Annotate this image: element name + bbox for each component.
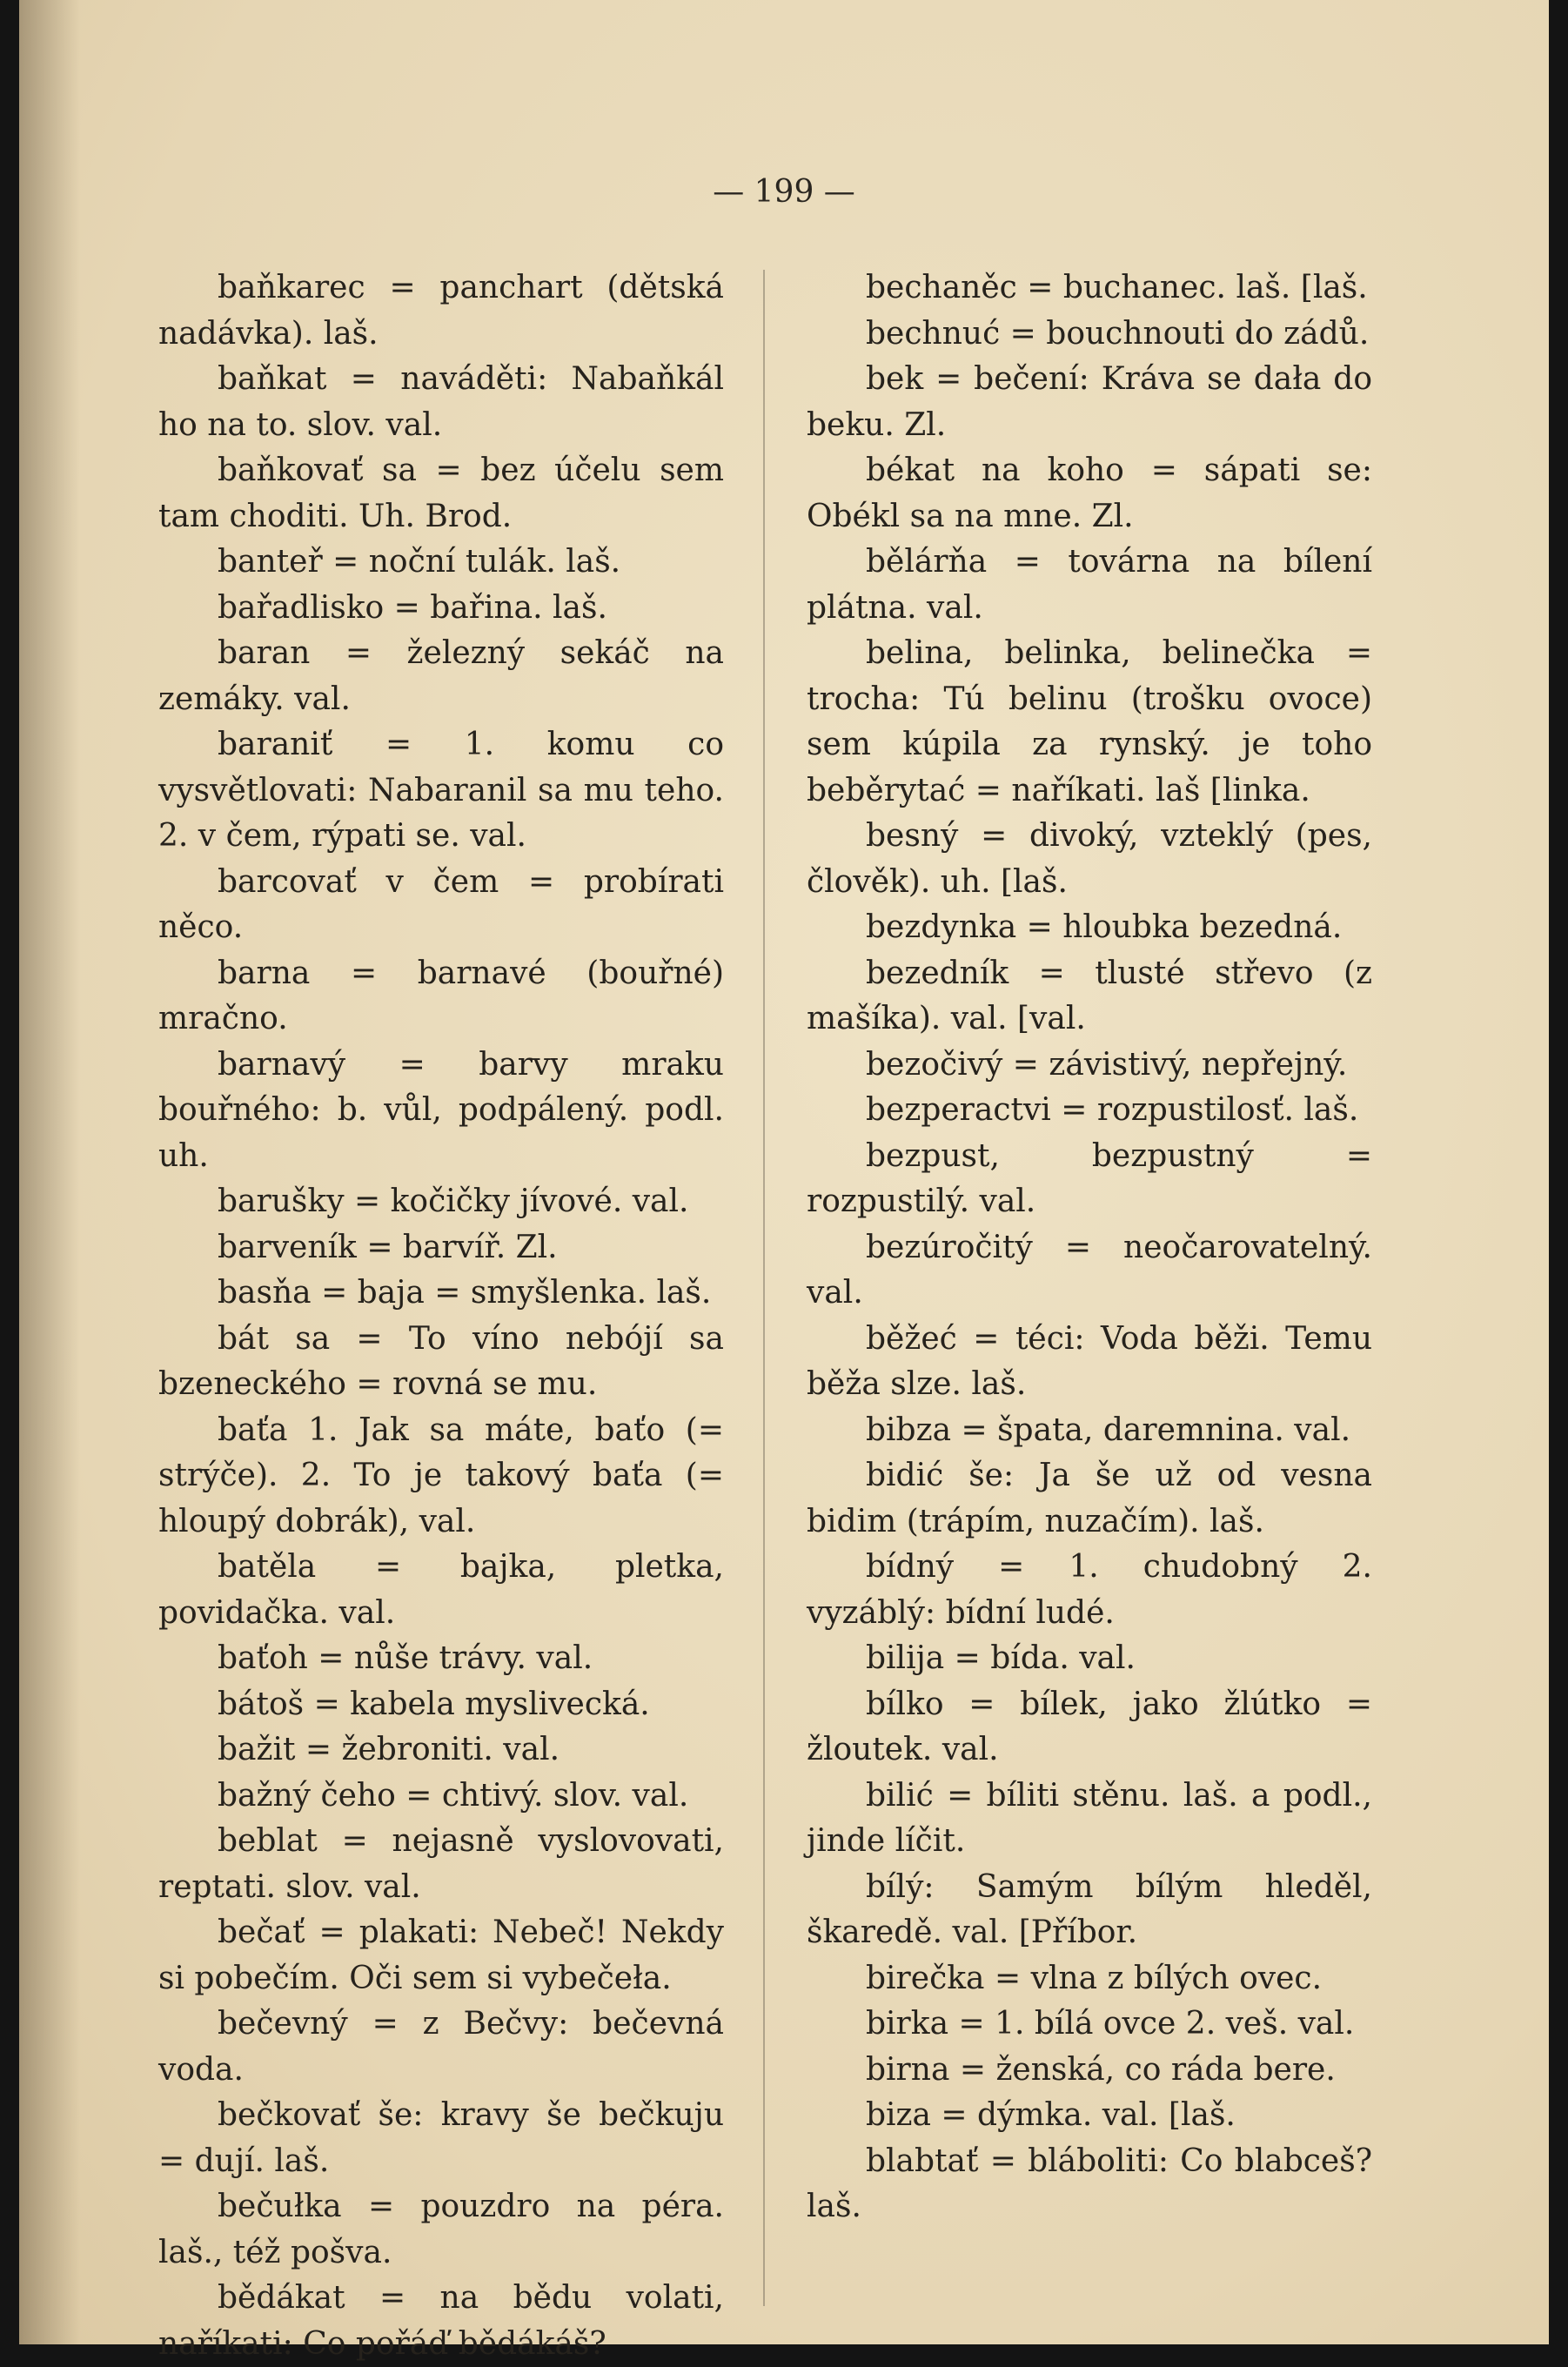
dictionary-entry: besný = divoký, vzteklý (pes, člověk). uh. [laš. bbox=[807, 818, 1372, 900]
left-column bbox=[158, 265, 724, 2367]
dictionary-entry: bažný čeho = chtivý. slov. val. bbox=[218, 1777, 689, 1814]
dictionary-entry: birka = 1. bílá ovce 2. veš. val. bbox=[866, 2006, 1355, 2042]
dictionary-entry: baňkarec = panchart (dětská nadávka). laš. bbox=[158, 270, 724, 352]
dictionary-entry: birečka = vlna z bílých ovec. bbox=[866, 1960, 1323, 1996]
dictionary-entry: bělárňa = továrna na bílení plátna. val. bbox=[807, 544, 1372, 626]
dictionary-entry: beblat = nejasně vyslovovati, reptati. slov. val. bbox=[158, 1823, 724, 1905]
dictionary-entry: barušky = kočičky jívové. val. bbox=[218, 1184, 689, 1219]
dictionary-entry: bečať = plakati: Nebeč! Nekdy si pobečím. Oči sem si vybečeła. bbox=[158, 1914, 724, 1996]
dictionary-entry: barcovať v čem = probírati něco. bbox=[158, 863, 724, 945]
dictionary-entry: bezočivý = závistivý, nepřejný. bbox=[866, 1046, 1348, 1083]
dictionary-entry: bezúročitý = neočarovatelný. val. bbox=[807, 1229, 1372, 1311]
dictionary-entry: bařadlisko = bařina. laš. bbox=[218, 589, 607, 626]
dictionary-entry: bílko = bílek, jako žlútko = žloutek. val. bbox=[807, 1686, 1372, 1767]
dictionary-entry: baňkat = naváděti: Nabaňkál ho na to. slov. val. bbox=[158, 361, 724, 443]
dictionary-entry: bečevný = z Bečvy: bečevná voda. bbox=[158, 2006, 724, 2088]
dictionary-entry: baťa 1. Jak sa máte, baťo (= strýče). 2. To je takový baťa (= hloupý dobrák), val. bbox=[158, 1411, 724, 1539]
page-number: — 199 — bbox=[713, 174, 855, 210]
dictionary-entry: basňa = baja = smyšlenka. laš. bbox=[218, 1275, 712, 1311]
column-divider bbox=[763, 270, 765, 2306]
dictionary-entry: bílý: Samým bílým hleděl, škaredě. val. [Příbor. bbox=[807, 1868, 1372, 1950]
dictionary-entry: bědákat = na bědu volati, naříkati: Co pořáď bědákáš? bbox=[158, 2280, 724, 2362]
dictionary-entry: batěla = bajka, pletka, povidačka. val. bbox=[158, 1549, 724, 1631]
dictionary-entry: bilić = bíliti stěnu. laš. a podl., jinde líčit. bbox=[807, 1777, 1372, 1859]
dictionary-entry: birna = ženská, co ráda bere. bbox=[866, 2051, 1336, 2088]
dictionary-entry: bídný = 1. chudobný 2. vyzáblý: bídní ludé. bbox=[807, 1549, 1372, 1631]
dictionary-entry: barveník = barvíř. Zl. bbox=[218, 1229, 558, 1265]
dictionary-entry: bezdynka = hloubka bezedná. bbox=[866, 909, 1343, 945]
dictionary-entry: běžeć = téci: Voda běži. Temu běža slze. laš. bbox=[807, 1320, 1372, 1402]
dictionary-entry: belina, belinka, belinečka = trocha: Tú belinu (trošku ovoce) sem kúpila za rynský. je toho beběrytać = naříkati. laš [linka. bbox=[807, 635, 1372, 808]
dictionary-entry: baťoh = nůše trávy. val. bbox=[218, 1640, 593, 1676]
gutter-shadow bbox=[19, 0, 80, 2344]
dictionary-entry: bečkovať še: kravy še bečkuju = dují. laš. bbox=[158, 2097, 724, 2179]
dictionary-entry: baran = železný sekáč na zemáky. val. bbox=[158, 635, 724, 717]
dictionary-entry: bát sa = To víno nebójí sa bzeneckého = rovná se mu. bbox=[158, 1320, 724, 1402]
book-page bbox=[19, 0, 1549, 2362]
dictionary-entry: bilija = bída. val. bbox=[866, 1640, 1136, 1676]
dictionary-entry: baraniť = 1. komu co vysvětlovati: Nabaranil sa mu teho. 2. v čem, rýpati se. val. bbox=[158, 727, 724, 854]
dictionary-entry: bečułka = pouzdro na péra. laš., též pošva. bbox=[158, 2189, 724, 2270]
dictionary-entry: barna = barnavé (bouřné) mračno. bbox=[158, 955, 724, 1036]
dictionary-entry: bechaněc = buchanec. laš. [laš. bbox=[866, 270, 1368, 305]
dictionary-entry: bidić še: Ja še už od vesna bidim (trápím, nuzačím). laš. bbox=[807, 1458, 1372, 1539]
dictionary-entry: bechnuć = bouchnouti do zádů. bbox=[866, 315, 1370, 352]
dictionary-entry: banteř = noční tulák. laš. bbox=[218, 544, 621, 580]
right-column bbox=[807, 265, 1372, 2230]
dictionary-entry: biza = dýmka. val. [laš. bbox=[866, 2097, 1236, 2133]
dictionary-entry: bátoš = kabela myslivecká. bbox=[218, 1686, 650, 1722]
dictionary-entry: blabtať = bláboliti: Co blabceš? laš. bbox=[807, 2142, 1372, 2224]
dictionary-entry: bažit = žebroniti. val. bbox=[218, 1732, 560, 1767]
dictionary-entry: bezperactvi = rozpustilosť. laš. bbox=[866, 1092, 1359, 1128]
dictionary-entry: barnavý = barvy mraku bouřného: b. vůl, podpálený. podl. uh. bbox=[158, 1046, 724, 1174]
dictionary-entry: bibza = špata, daremnina. val. bbox=[866, 1411, 1351, 1448]
dictionary-entry: békat na koho = sápati se: Obékl sa na mne. Zl. bbox=[807, 453, 1372, 534]
dictionary-entry: baňkovať sa = bez účelu sem tam choditi. Uh. Brod. bbox=[158, 453, 724, 534]
dictionary-entry: bezedník = tlusté střevo (z mašíka). val. [val. bbox=[807, 955, 1372, 1036]
dictionary-entry: bek = bečení: Kráva se dała do beku. Zl. bbox=[807, 361, 1372, 443]
dictionary-entry: bezpust, bezpustný = rozpustilý. val. bbox=[807, 1137, 1372, 1219]
